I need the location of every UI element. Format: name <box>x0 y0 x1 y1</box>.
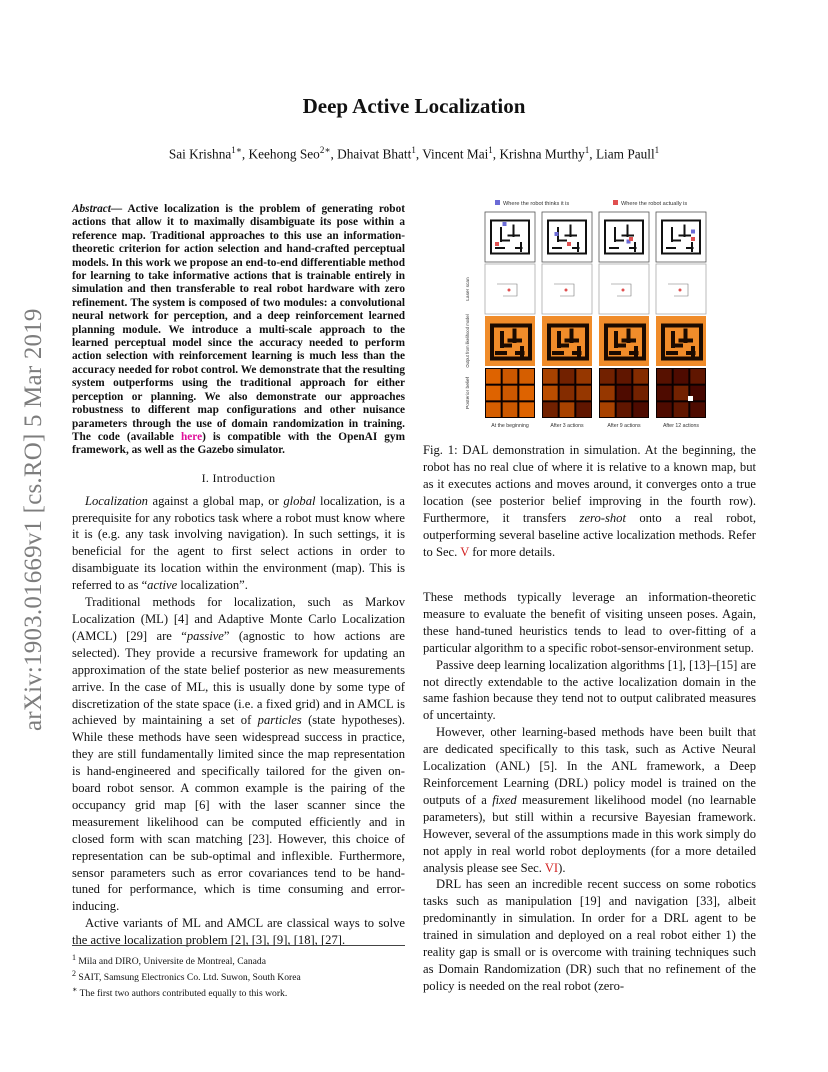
author-list: Sai Krishna$^{1∗}$, Keehong Seo$^{2∗}$, Dhaivat Bhatt$^1$, Vincent Mai$^1$, Krishna Murthy$^1$, Liam Paull$^1$ <box>168 145 660 162</box>
posterior-cell <box>617 386 632 401</box>
maze-wall <box>508 235 521 237</box>
likelihood-wall <box>490 357 532 361</box>
posterior-cell <box>503 386 518 401</box>
section-reference[interactable]: V <box>460 545 470 559</box>
maze-wall <box>661 253 701 255</box>
maze-wall <box>642 220 644 255</box>
likelihood-wall <box>547 324 589 328</box>
likelihood-wall <box>585 324 589 361</box>
section-reference[interactable]: VI <box>544 860 559 875</box>
footnote-mark: 2 <box>72 969 76 979</box>
column-label: At the beginning <box>491 423 529 429</box>
text-run: fixed <box>492 792 517 807</box>
abstract-label: Abstract— <box>72 203 123 215</box>
author-name: Krishna Murthy <box>499 146 585 162</box>
likelihood-wall <box>500 344 512 348</box>
posterior-cell <box>576 386 591 401</box>
text-run: localization”. <box>177 578 248 593</box>
maze-wall <box>572 247 580 249</box>
maze-wall <box>622 235 635 237</box>
laser-robot-marker <box>679 289 682 292</box>
actual-pose-marker <box>495 242 499 246</box>
text-run: for more details. <box>469 545 556 559</box>
paragraph <box>423 657 756 725</box>
maze-wall <box>565 235 578 237</box>
text-run: DRL has seen an incredible recent success on some robotics tasks such as manipulation [19] and navigation [33], albeit predominantly in simulation. In order for a DRL agent to be trained in simulation and deployed on a real robot either 1) the reality gap is small or is overcome with training techniques such as Domain Randomization (DR) such that no refinement of the policy is needed on the real robot (zero- <box>423 877 756 993</box>
posterior-cell <box>543 369 558 384</box>
text-run: against a global map, or <box>147 493 284 508</box>
likelihood-wall <box>508 339 523 343</box>
posterior-cell <box>576 402 591 417</box>
likelihood-wall <box>495 351 507 355</box>
maze-wall <box>671 240 681 242</box>
posterior-peak <box>688 396 693 401</box>
actual-pose-marker <box>691 237 695 241</box>
maze-wall <box>557 240 567 242</box>
posterior-cell <box>486 386 501 401</box>
posterior-cell <box>617 369 632 384</box>
text-run: Traditional methods for localization, such as Markov Localization (ML) [4] and Adaptive Monte Carlo Localization (AMCL) [29] are “ <box>72 595 405 643</box>
author-affiliation-mark: 1 <box>488 145 493 155</box>
paragraph <box>72 594 405 915</box>
posterior-cell <box>657 386 672 401</box>
legend-believed-label: Where the robot thinks it is <box>503 201 570 207</box>
author-name: Vincent Mai <box>422 146 489 162</box>
column-label: After 9 actions <box>607 423 641 429</box>
maze-wall <box>604 253 644 255</box>
posterior-cell <box>543 402 558 417</box>
maze-wall <box>552 247 562 249</box>
footnotes <box>72 945 405 1001</box>
likelihood-wall <box>552 351 564 355</box>
row-label-posterior: Posterior belief <box>466 377 471 409</box>
text-run: Passive deep learning localization algorithms [1], [13]–[15] are not directly extendable to the active localization domain in the same fashion because they tend not to output calibrated measures of uncertainty. <box>423 657 756 723</box>
maze-wall <box>500 240 510 242</box>
maze-wall <box>629 247 637 249</box>
text-run: Localization <box>85 493 148 508</box>
row-label-likelihood: Output from likelihood model <box>465 314 470 368</box>
maze-wall <box>604 220 606 255</box>
maze-wall <box>547 253 587 255</box>
footnote-text: The first two authors contributed equally to this work. <box>77 988 288 1000</box>
posterior-cell <box>674 369 689 384</box>
maze-wall <box>686 247 694 249</box>
laser-robot-marker <box>565 289 568 292</box>
maze-wall <box>490 220 530 222</box>
right-column <box>423 442 756 995</box>
maze-wall <box>661 220 701 222</box>
likelihood-wall <box>547 357 589 361</box>
posterior-cell <box>576 369 591 384</box>
left-column <box>72 203 405 949</box>
posterior-cell <box>560 369 575 384</box>
introduction-body <box>72 493 405 949</box>
likelihood-wall <box>622 339 637 343</box>
believed-pose-marker <box>555 232 559 236</box>
likelihood-wall <box>565 339 580 343</box>
text-run: ” (agnostic to how actions are selected). They provide a recursive framework for updating an approximation of the state belief posterior as new measurements arrive. In the case of ML, this is usually done by some type of discretization of the state space (i.e. a fixed grid) and in AMCL is achieved by maintaining a set of <box>72 628 405 728</box>
paragraph <box>423 589 756 657</box>
text-run: active <box>147 578 178 593</box>
maze-wall <box>495 247 505 249</box>
footnote <box>72 968 405 984</box>
author-name: Keehong Seo <box>248 146 320 162</box>
posterior-cell <box>543 386 558 401</box>
footnote <box>72 952 405 968</box>
text-run: measurement likelihood model (no learnable parameters), but still within a recursive Bayesian framework. However, several of the assumptions made in this work simply do not apply in real world robot deployments (for a more detailed analysis please see Sec. <box>423 792 756 875</box>
footnote-mark: 1 <box>72 953 76 962</box>
row-label-laser-scan: Laser scan <box>466 277 471 301</box>
posterior-cell <box>674 386 689 401</box>
author-affiliation-mark: 1 <box>584 145 590 155</box>
posterior-cell <box>519 402 534 417</box>
likelihood-wall <box>614 344 626 348</box>
paragraph <box>72 493 405 594</box>
paper-title: Deep Active Localization <box>302 94 526 118</box>
maze-wall <box>699 220 701 255</box>
posterior-cell <box>600 369 615 384</box>
maze-wall <box>490 253 530 255</box>
footnote-text: SAIT, Samsung Electronics Co. Ltd. Suwon, South Korea <box>76 972 301 984</box>
author-affiliation-mark: 1 <box>411 145 416 155</box>
posterior-cell <box>503 402 518 417</box>
posterior-cell <box>600 402 615 417</box>
arxiv-identifier: arXiv:1903.01669v1 [cs.RO] 5 Mar 2019 <box>20 308 47 732</box>
posterior-cell <box>519 386 534 401</box>
figure-1-caption <box>423 442 756 561</box>
abstract-text-2: ) is compatible with the OpenAI gym framework, as well as the Gazebo simulator. <box>72 430 405 457</box>
likelihood-wall <box>515 351 525 355</box>
maze-wall <box>609 247 619 249</box>
maze-wall <box>490 220 492 255</box>
likelihood-wall <box>490 324 532 328</box>
footnote-mark: ∗ <box>72 985 78 995</box>
text-run: These methods typically leverage an information-theoretic measure to evaluate the benefit of visiting unseen poses. Again, these hand-tuned heuristics tends to lead to over-fitting of a particular algorithm to a specific robot-sensor-environment setup. <box>423 590 756 655</box>
paragraph <box>423 724 756 876</box>
actual-pose-marker <box>567 242 571 246</box>
likelihood-wall <box>604 357 646 361</box>
posterior-cell <box>633 402 648 417</box>
likelihood-wall <box>604 324 646 328</box>
legend-actual-label: Where the robot actually is <box>621 201 688 207</box>
text-run: localization, is a prerequisite for any robotics task where a robot must know where it is (e.g. any task involving navigation). In such settings, it is beneficial for the agent to first select actions in order to disambiguate its location within the environment (map). This is referred to as “ <box>72 493 406 593</box>
column-label: After 12 actions <box>662 423 700 429</box>
maze-wall <box>547 220 549 255</box>
author-name: Dhaivat Bhatt <box>337 146 412 162</box>
likelihood-wall <box>557 344 569 348</box>
right-body <box>423 589 756 995</box>
author-affiliation-mark: 1∗ <box>231 145 242 155</box>
likelihood-wall <box>604 324 608 361</box>
posterior-cell <box>657 402 672 417</box>
text-run: passive <box>186 628 224 643</box>
likelihood-wall <box>490 324 494 361</box>
text-run: onto a real robot, outperforming several baseline active localization methods. Refer to Sec. <box>423 511 756 559</box>
likelihood-wall <box>528 324 532 361</box>
paragraph <box>423 876 756 994</box>
text-run: Fig. 1: DAL demonstration in simulation. At the beginning, the robot has no real clue of where it is relative to a known map, but as it executes actions and moves around, it converges onto a true location (see posterior belief improving in the fourth row). Furthermore, it transfers <box>423 443 756 525</box>
maze-wall <box>604 220 644 222</box>
text-run: global <box>283 493 316 508</box>
likelihood-wall <box>661 324 665 361</box>
posterior-cell <box>560 386 575 401</box>
abstract-text-1: Active localization is the problem of generating robot actions that allow it to maximally disambiguate its pose within a reference map. Traditional approaches to this use an information-theoretic criterion for action selection and hand-crafted perceptual models. In this work we propose an end-to-end differentiable method for learning to take informative actions that is trainable entirely in simulation and then transferable to real robot hardware with zero refinement. The system is composed of two modules: a convolutional neural network for perception, and a deep reinforcement learned planning module. We introduce a multi-scale approach to the learned perceptual model since the accuracy needed to perform action selection with reinforcement learning is much less than the accuracy needed for robot control. We demonstrate that the resulting system outperforms using the traditional approach for either perception or planning. We also demonstrate our approaches robustness to different map configurations and other nuisance parameters through the use of domain randomization in training. The code (available <box>72 203 405 443</box>
text-run: (state hypotheses). While these methods have seen widespread success in practice, they are still fundamentally limited since the map representation is hand-engineered and specifically tailored for the given on-board robot sensor. A common example is the pairing of the occupancy grid map [6] with the laser scanner since the measurement likelihood can be computed efficiently and in closed form with scan matching [23]. However, this choice of representation can be sub-optimal and inflexible. Furthermore, sensor parameters such as error covariances tend to be hand-tuned for performance, which is time consuming and error-inducing. <box>72 713 405 914</box>
posterior-cell <box>519 369 534 384</box>
author-affiliation-mark: 2∗ <box>319 145 331 155</box>
maze-wall <box>547 220 587 222</box>
code-link[interactable]: here <box>180 430 203 443</box>
text-run: zero-shot <box>579 511 626 525</box>
likelihood-wall <box>671 344 683 348</box>
likelihood-wall <box>686 351 696 355</box>
posterior-cell <box>503 369 518 384</box>
likelihood-wall <box>661 324 703 328</box>
footnote <box>72 984 405 1000</box>
laser-robot-marker <box>622 289 625 292</box>
author-name: Liam Paull <box>595 146 655 162</box>
author-affiliation-mark: 1 <box>654 145 660 155</box>
posterior-cell <box>690 369 705 384</box>
maze-wall <box>679 235 692 237</box>
maze-wall <box>585 220 587 255</box>
abstract <box>72 203 405 458</box>
posterior-cell <box>617 402 632 417</box>
posterior-cell <box>657 369 672 384</box>
maze-wall <box>661 220 663 255</box>
likelihood-wall <box>642 324 646 361</box>
figure-1 <box>455 196 713 440</box>
posterior-cell <box>600 386 615 401</box>
column-label: After 3 actions <box>550 423 584 429</box>
posterior-cell <box>560 402 575 417</box>
actual-pose-marker <box>629 237 633 241</box>
text-run: ). <box>558 860 566 875</box>
maze-wall <box>666 247 676 249</box>
likelihood-wall <box>661 357 703 361</box>
likelihood-wall <box>572 351 582 355</box>
maze-wall <box>614 240 624 242</box>
section-heading-introduction: I. Introduction <box>201 470 276 485</box>
believed-pose-marker-icon <box>495 200 500 205</box>
author-name: Sai Krishna <box>168 146 232 162</box>
maze-wall <box>515 247 523 249</box>
posterior-cell <box>486 402 501 417</box>
posterior-cell <box>674 402 689 417</box>
likelihood-wall <box>609 351 621 355</box>
believed-pose-marker <box>503 222 507 226</box>
text-run: particles <box>257 713 302 728</box>
laser-robot-marker <box>508 289 511 292</box>
posterior-cell <box>486 369 501 384</box>
likelihood-wall <box>679 339 694 343</box>
text-run: However, other learning-based methods have been built that are dedicated specifically to this task, such as Active Neural Localization (ANL) [5]. In the ANL framework, a Deep Reinforcement Learning (DRL) policy model is trained on the outputs of a <box>423 725 756 807</box>
footnote-text: Mila and DIRO, Universite de Montreal, Canada <box>76 956 266 968</box>
posterior-cell <box>633 369 648 384</box>
posterior-cell <box>690 402 705 417</box>
likelihood-wall <box>629 351 639 355</box>
posterior-cell <box>633 386 648 401</box>
maze-wall <box>528 220 530 255</box>
likelihood-wall <box>547 324 551 361</box>
likelihood-wall <box>699 324 703 361</box>
text-run: Active variants of ML and AMCL are classical ways to solve the active localization problem [2], [3], [9], [18], [27]. <box>72 916 405 948</box>
actual-pose-marker-icon <box>613 200 618 205</box>
likelihood-wall <box>666 351 678 355</box>
figure-1-graphic <box>455 196 713 440</box>
believed-pose-marker <box>691 230 695 234</box>
